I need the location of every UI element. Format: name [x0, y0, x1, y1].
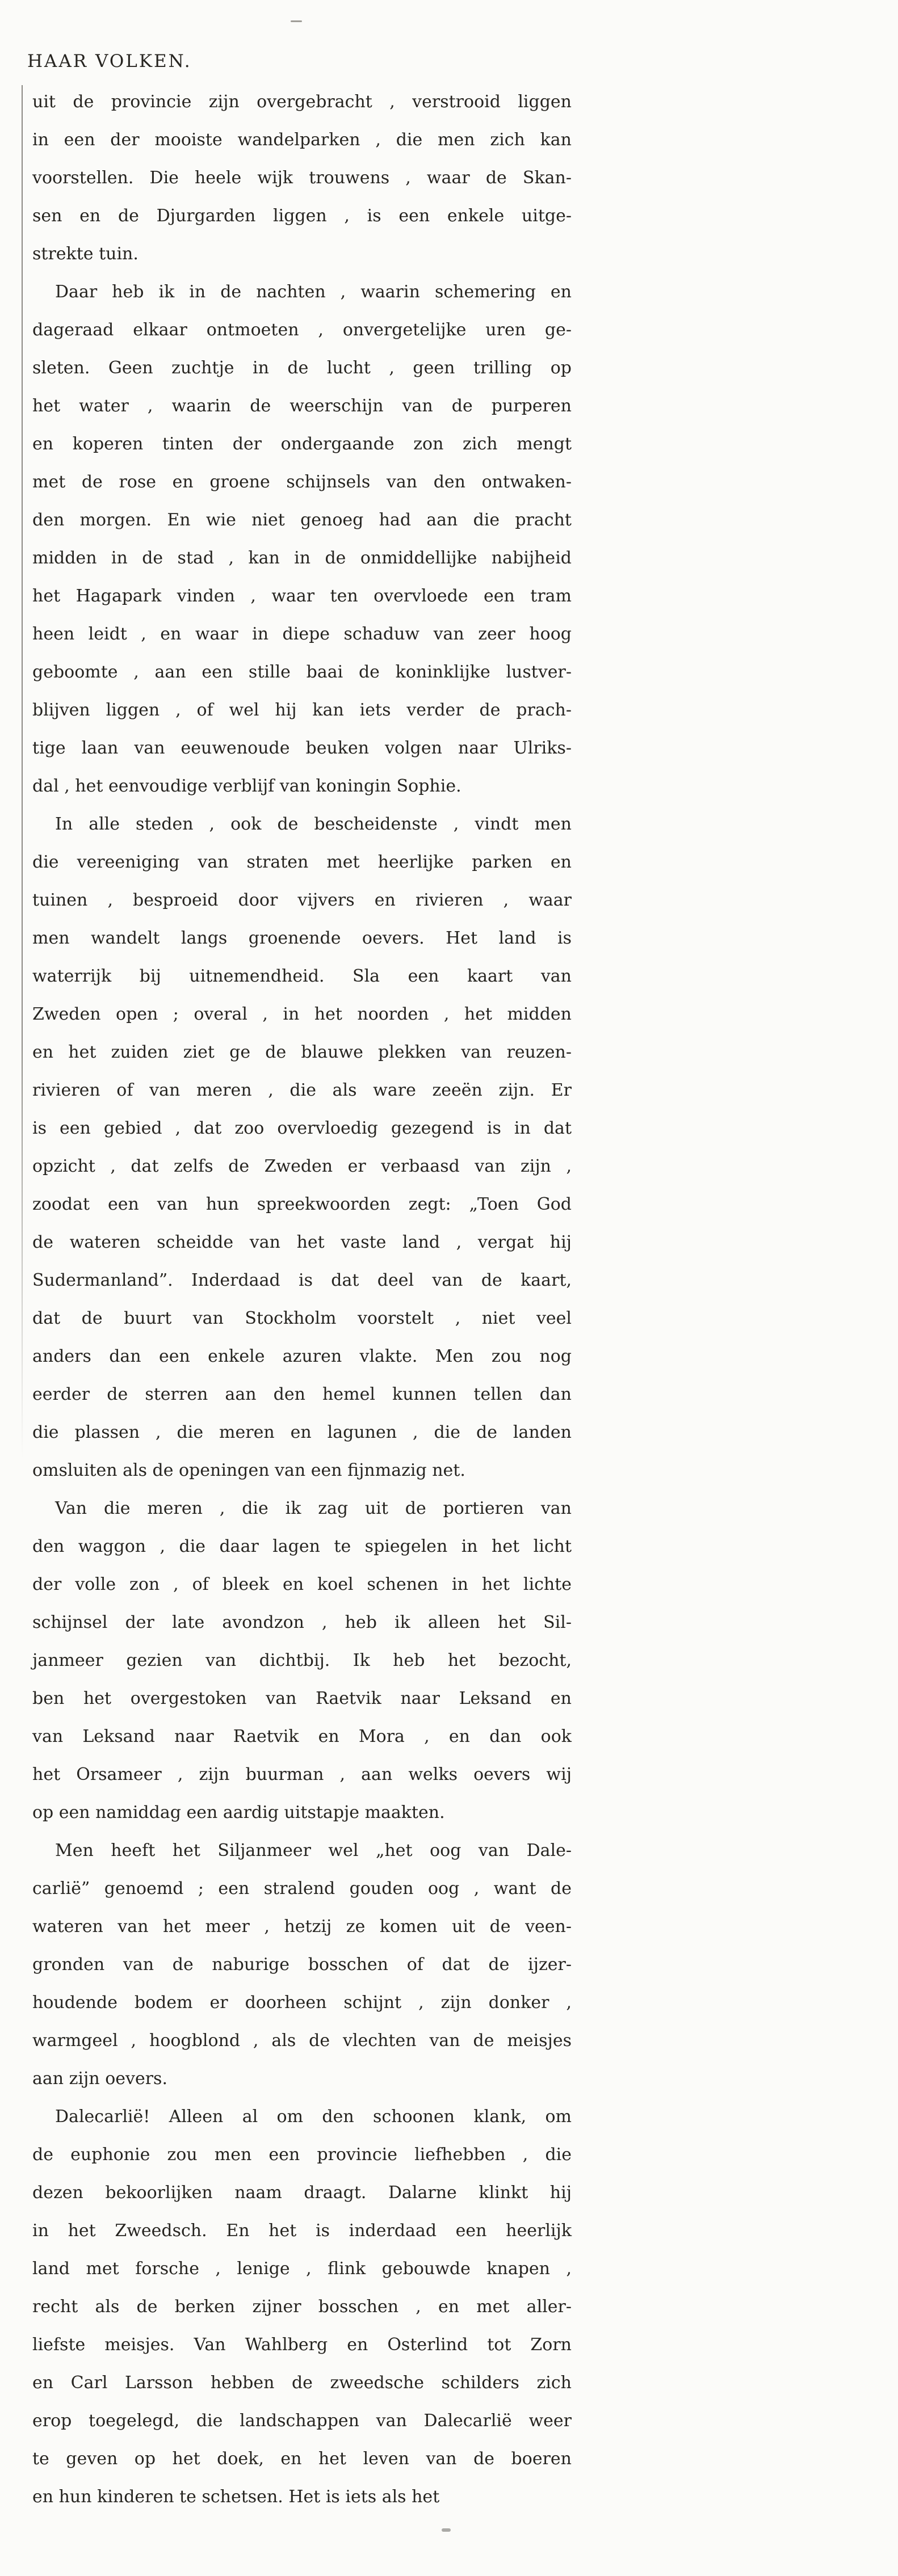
body-text	[32, 83, 572, 2516]
text-line: geboomte , aan een stille baai de koninklijke lustver-	[32, 662, 572, 682]
text-line: warmgeel , hoogblond , als de vlechten van de meisjes	[32, 2031, 572, 2051]
text-line: op een namiddag een aardig uitstapje maakten.	[32, 1803, 445, 1822]
text-line: wateren van het meer , hetzij ze komen uit de veen-	[32, 1917, 572, 1937]
text-line: die plassen , die meren en lagunen , die de landen	[32, 1422, 572, 1442]
text-line: ben het overgestoken van Raetvik naar Leksand en	[32, 1689, 572, 1708]
paragraph	[32, 1832, 572, 2098]
text-line: der volle zon , of bleek en koel schenen in het lichte	[32, 1575, 572, 1594]
running-head: HAAR VOLKEN.	[27, 51, 192, 71]
text-line: de euphonie zou men een provincie liefhebben , die	[32, 2145, 572, 2165]
left-margin-rule	[22, 85, 23, 1458]
scan-artifact-top	[291, 20, 302, 22]
paragraph	[32, 83, 572, 273]
text-line: dageraad elkaar ontmoeten , onvergetelijke uren ge-	[32, 320, 572, 340]
text-line: erop toegelegd, die landschappen van Dalecarlië weer	[32, 2411, 572, 2431]
text-line: liefste meisjes. Van Wahlberg en Osterlind tot Zorn	[32, 2335, 572, 2355]
text-line: den waggon , die daar lagen te spiegelen in het licht	[32, 1537, 572, 1556]
text-line: dezen bekoorlijken naam draagt. Dalarne klinkt hij	[32, 2183, 572, 2203]
text-line: dat de buurt van Stockholm voorstelt , niet veel	[32, 1308, 572, 1328]
text-line: land met forsche , lenige , flink gebouwde knapen ,	[32, 2259, 572, 2279]
text-line: carlië” genoemd ; een stralend gouden oog , want de	[32, 1879, 572, 1899]
paragraph	[32, 1489, 572, 1832]
text-line: dal , het eenvoudige verblijf van koningin Sophie.	[32, 776, 461, 796]
text-line: met de rose en groene schijnsels van den ontwaken-	[32, 472, 572, 492]
paragraph	[32, 273, 572, 805]
text-line: voorstellen. Die heele wijk trouwens , waar de Skan-	[32, 168, 572, 188]
text-line: strekte tuin.	[32, 244, 139, 264]
text-line: te geven op het doek, en het leven van de boeren	[32, 2449, 572, 2469]
text-line: recht als de berken zijner bosschen , en met aller-	[32, 2297, 572, 2317]
text-line: en Carl Larsson hebben de zweedsche schilders zich	[32, 2373, 572, 2393]
paragraph	[32, 805, 572, 1489]
text-line: eerder de sterren aan den hemel kunnen tellen dan	[32, 1384, 572, 1404]
text-line: rivieren of van meren , die als ware zeeën zijn. Er	[32, 1080, 572, 1100]
text-line: In alle steden , ook de bescheidenste , vindt men	[55, 814, 572, 834]
text-line: en het zuiden ziet ge de blauwe plekken van reuzen-	[32, 1042, 572, 1062]
text-line: omsluiten als de openingen van een fijnmazig net.	[32, 1460, 465, 1480]
text-line: Dalecarlië! Alleen al om den schoonen klank, om	[55, 2107, 572, 2127]
text-line: waterrijk bij uitnemendheid. Sla een kaart van	[32, 966, 572, 986]
text-line: gronden van de naburige bosschen of dat de ijzer-	[32, 1955, 572, 1975]
scan-artifact-bottom	[442, 2528, 451, 2532]
text-line: het Orsameer , zijn buurman , aan welks oevers wij	[32, 1765, 572, 1784]
text-line: Sudermanland”. Inderdaad is dat deel van de kaart,	[32, 1270, 572, 1290]
text-line: uit de provincie zijn overgebracht , verstrooid liggen	[32, 92, 572, 112]
text-line: den morgen. En wie niet genoeg had aan die pracht	[32, 510, 572, 530]
text-line: die vereeniging van straten met heerlijke parken en	[32, 852, 572, 872]
text-line: in een der mooiste wandelparken , die men zich kan	[32, 130, 572, 150]
text-line: sleten. Geen zuchtje in de lucht , geen trilling op	[32, 358, 572, 378]
text-line: janmeer gezien van dichtbij. Ik heb het bezocht,	[32, 1651, 572, 1670]
text-line: houdende bodem er doorheen schijnt , zijn donker ,	[32, 1993, 572, 2013]
text-line: tige laan van eeuwenoude beuken volgen naar Ulriks-	[32, 738, 572, 758]
text-line: Van die meren , die ik zag uit de portieren van	[55, 1499, 572, 1518]
text-line: heen leidt , en waar in diepe schaduw van zeer hoog	[32, 624, 572, 644]
text-line: men wandelt langs groenende oevers. Het land is	[32, 928, 572, 948]
text-line: en hun kinderen te schetsen. Het is iets als het	[32, 2487, 440, 2507]
paragraph	[32, 2098, 572, 2516]
text-line: en koperen tinten der ondergaande zon zich mengt	[32, 434, 572, 454]
text-line: in het Zweedsch. En het is inderdaad een heerlijk	[32, 2221, 572, 2241]
text-line: anders dan een enkele azuren vlakte. Men zou nog	[32, 1346, 572, 1366]
text-line: aan zijn oevers.	[32, 2069, 167, 2089]
text-line: blijven liggen , of wel hij kan iets verder de prach-	[32, 700, 572, 720]
text-line: tuinen , besproeid door vijvers en rivieren , waar	[32, 890, 572, 910]
text-line: sen en de Djurgarden liggen , is een enkele uitge-	[32, 206, 572, 226]
text-line: van Leksand naar Raetvik en Mora , en dan ook	[32, 1727, 572, 1746]
text-line: opzicht , dat zelfs de Zweden er verbaasd van zijn ,	[32, 1156, 572, 1176]
text-line: de wateren scheidde van het vaste land , vergat hij	[32, 1232, 572, 1252]
text-line: zoodat een van hun spreekwoorden zegt: „Toen God	[32, 1194, 572, 1214]
text-line: Men heeft het Siljanmeer wel „het oog van Dale-	[55, 1841, 572, 1861]
text-line: Daar heb ik in de nachten , waarin schemering en	[55, 282, 572, 302]
text-line: is een gebied , dat zoo overvloedig gezegend is in dat	[32, 1118, 572, 1138]
text-line: het Hagapark vinden , waar ten overvloede een tram	[32, 586, 572, 606]
text-line: schijnsel der late avondzon , heb ik alleen het Sil-	[32, 1613, 572, 1632]
text-line: het water , waarin de weerschijn van de purperen	[32, 396, 572, 416]
text-line: midden in de stad , kan in de onmiddellijke nabijheid	[32, 548, 572, 568]
text-line: Zweden open ; overal , in het noorden , het midden	[32, 1004, 572, 1024]
